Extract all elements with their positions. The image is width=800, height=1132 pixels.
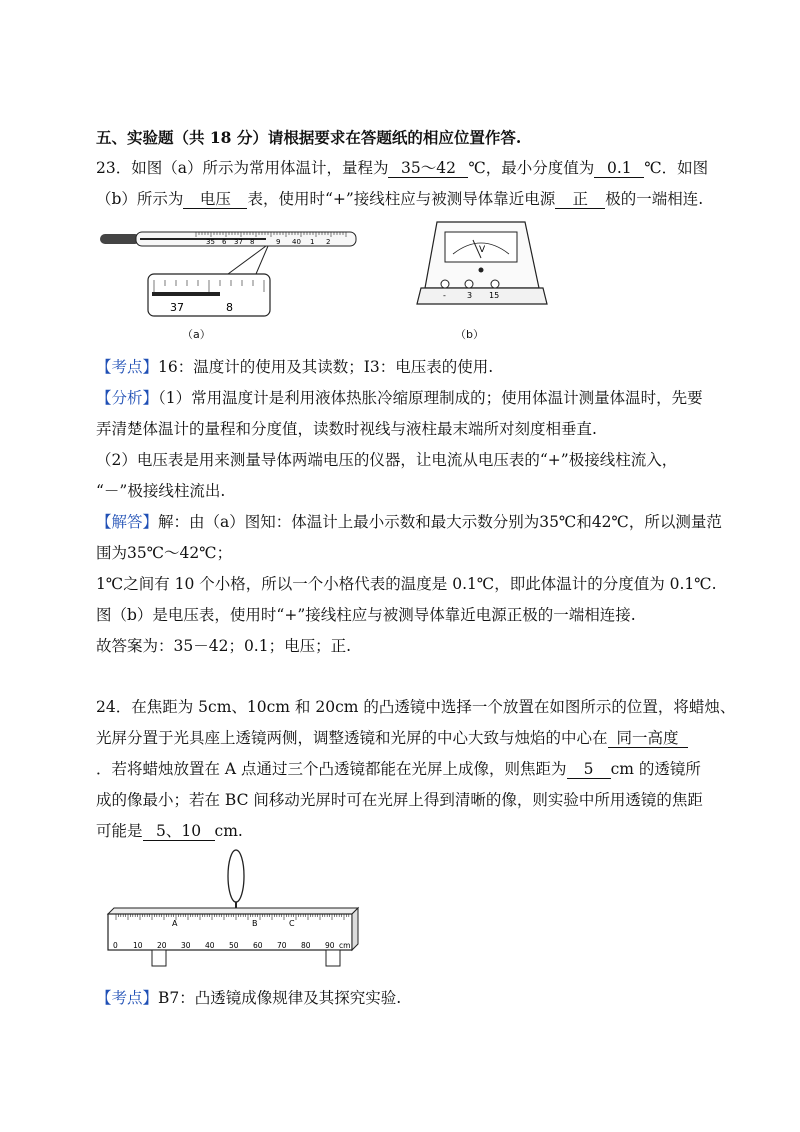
jieda-23-cont: 围为35℃～42℃； [96,544,233,562]
range-answer: 35～42 [388,159,468,178]
thermometer-figure [96,224,366,324]
fenxi-23 [96,387,703,409]
kaodian-24 [96,987,401,1009]
q24-line-1: 24．在焦距为 5cm、10cm 和 20cm 的凸透镜中选择一个放置在如图所示的位置，将蜡烛、 [96,698,736,716]
thermometer-body [100,232,356,246]
terminal-icon [491,280,499,288]
scale-label: 8 [250,238,255,246]
scale-label: 35 [206,238,215,246]
kaodian-23 [96,356,493,378]
possible-answer: 5、10 [143,822,215,841]
scale-label: 1 [310,238,315,246]
zero-adjust-icon [479,268,484,273]
section-heading: 五、实验题（共 18 分）请根据要求在答题纸的相应位置作答. [96,128,522,147]
jieda-23 [96,511,722,533]
scale-label: 37 [234,238,243,246]
bench-scale-label: 70 [277,941,287,950]
callout-line [256,246,268,274]
voltmeter-figure [415,218,550,322]
bench-scale-label: 50 [229,941,239,950]
bench-top [108,908,358,914]
q24-line-2 [96,727,688,749]
q24-line-5 [96,820,243,842]
bench-scale-label: 40 [205,941,215,950]
convex-lens-icon [228,850,244,902]
jieda-23-line3: 图（b）是电压表，使用时“+”接线柱应与被测导体靠近电源正极的一端相连接. [96,606,636,624]
q23-text: （b）所示为 [96,190,184,208]
height-answer: 同一高度 [608,729,688,748]
fenxi-23-cont: 弄清楚体温计的量程和分度值，读数时视线与液柱最末端所对刻度相垂直. [96,420,597,438]
bench-scale-label: 10 [133,941,143,950]
pole-answer: 正 [555,190,605,209]
jieda-23-line2: 1℃之间有 10 个小格，所以一个小格代表的温度是 0.1℃，即此体温计的分度值为 0.1℃. [96,575,717,593]
jieda-text: 解：由（a）图知：体温计上最小示数和最大示数分别为35℃和42℃，所以测量范 [158,513,722,531]
kaodian-tag: 【考点】 [96,358,159,376]
q24-text: cm. [214,822,243,840]
bench-end [352,908,358,950]
bench-unit: cm [339,941,351,950]
q23-text: 表，使用时“+”接线柱应与被测导体靠近电源 [247,190,556,208]
q24-text: cm 的透镜所 [610,760,701,778]
kaodian-tag: 【考点】 [96,989,159,1007]
q23-line-1 [96,157,708,179]
fenxi-tag: 【分析】 [96,389,159,407]
q23-text: 极的一端相连. [605,190,704,208]
fenxi-text: （1）常用温度计是利用液体热胀冷缩原理制成的；使用体温计测量体温时，先要 [158,389,703,407]
zoom-label: 37 [170,301,184,314]
kaodian-text: 16：温度计的使用及其读数；I3：电压表的使用. [158,358,494,376]
scale-label: 9 [276,238,281,246]
q24-text: 光屏分置于光具座上透镜两侧，调整透镜和光屏的中心大致与烛焰的中心在 [96,729,608,747]
q24-text: ．若将蜡烛放置在 A 点通过三个凸透镜都能在光屏上成像，则焦距为 [96,760,567,778]
point-a-label: A [172,919,178,928]
bench-scale-label: 20 [157,941,167,950]
dial-symbol: V [479,245,486,255]
focal-answer: 5 [567,760,611,779]
terminal-icon [465,280,473,288]
q23-text: ℃，最小分度值为 [468,159,595,177]
final-answer-23: 故答案为：35－42；0.1；电压；正. [96,637,352,655]
division-answer: 0.1 [594,159,644,178]
terminal-label: - [443,291,446,300]
meter-base [417,288,547,304]
kaodian-text: B7：凸透镜成像规律及其探究实验. [158,989,402,1007]
figure-a-caption: （a） [182,328,211,341]
point-c-label: C [289,919,295,928]
scale-label: 2 [326,238,331,246]
meter-answer: 电压 [183,190,247,209]
callout-line [228,246,266,274]
q24-line-3 [96,758,701,780]
q23-text: 23．如图（a）所示为常用体温计，量程为 [96,159,389,177]
point-b-label: B [252,919,258,928]
figure-b-caption: （b） [455,328,484,341]
q23-text: ℃．如图 [644,159,709,177]
jieda-tag: 【解答】 [96,513,159,531]
scale-label: 6 [222,238,227,246]
bench-foot [326,950,340,966]
bench-foot [152,950,166,966]
terminal-icon [441,280,449,288]
q24-line-4: 成的像最小；若在 BC 间移动光屏时可在光屏上得到清晰的像，则实验中所用透镜的焦距 [96,791,703,809]
optical-bench-figure [96,848,366,974]
q24-text: 可能是 [96,822,143,840]
bench-scale-label: 60 [253,941,263,950]
bench-scale-label: 0 [113,941,118,950]
bench-scale-label: 80 [301,941,311,950]
q23-line-2 [96,188,703,210]
bench-scale-label: 30 [181,941,191,950]
terminal-label: 15 [489,291,500,300]
scale-label: 40 [292,238,301,246]
fenxi-23-point2-cont: “－”极接线柱流出. [96,482,226,500]
fenxi-23-point2: （2）电压表是用来测量导体两端电压的仪器，让电流从电压表的“+”极接线柱流入， [96,451,678,469]
terminal-label: 3 [467,291,473,300]
bench-scale-label: 90 [325,941,335,950]
zoom-label: 8 [226,301,233,314]
